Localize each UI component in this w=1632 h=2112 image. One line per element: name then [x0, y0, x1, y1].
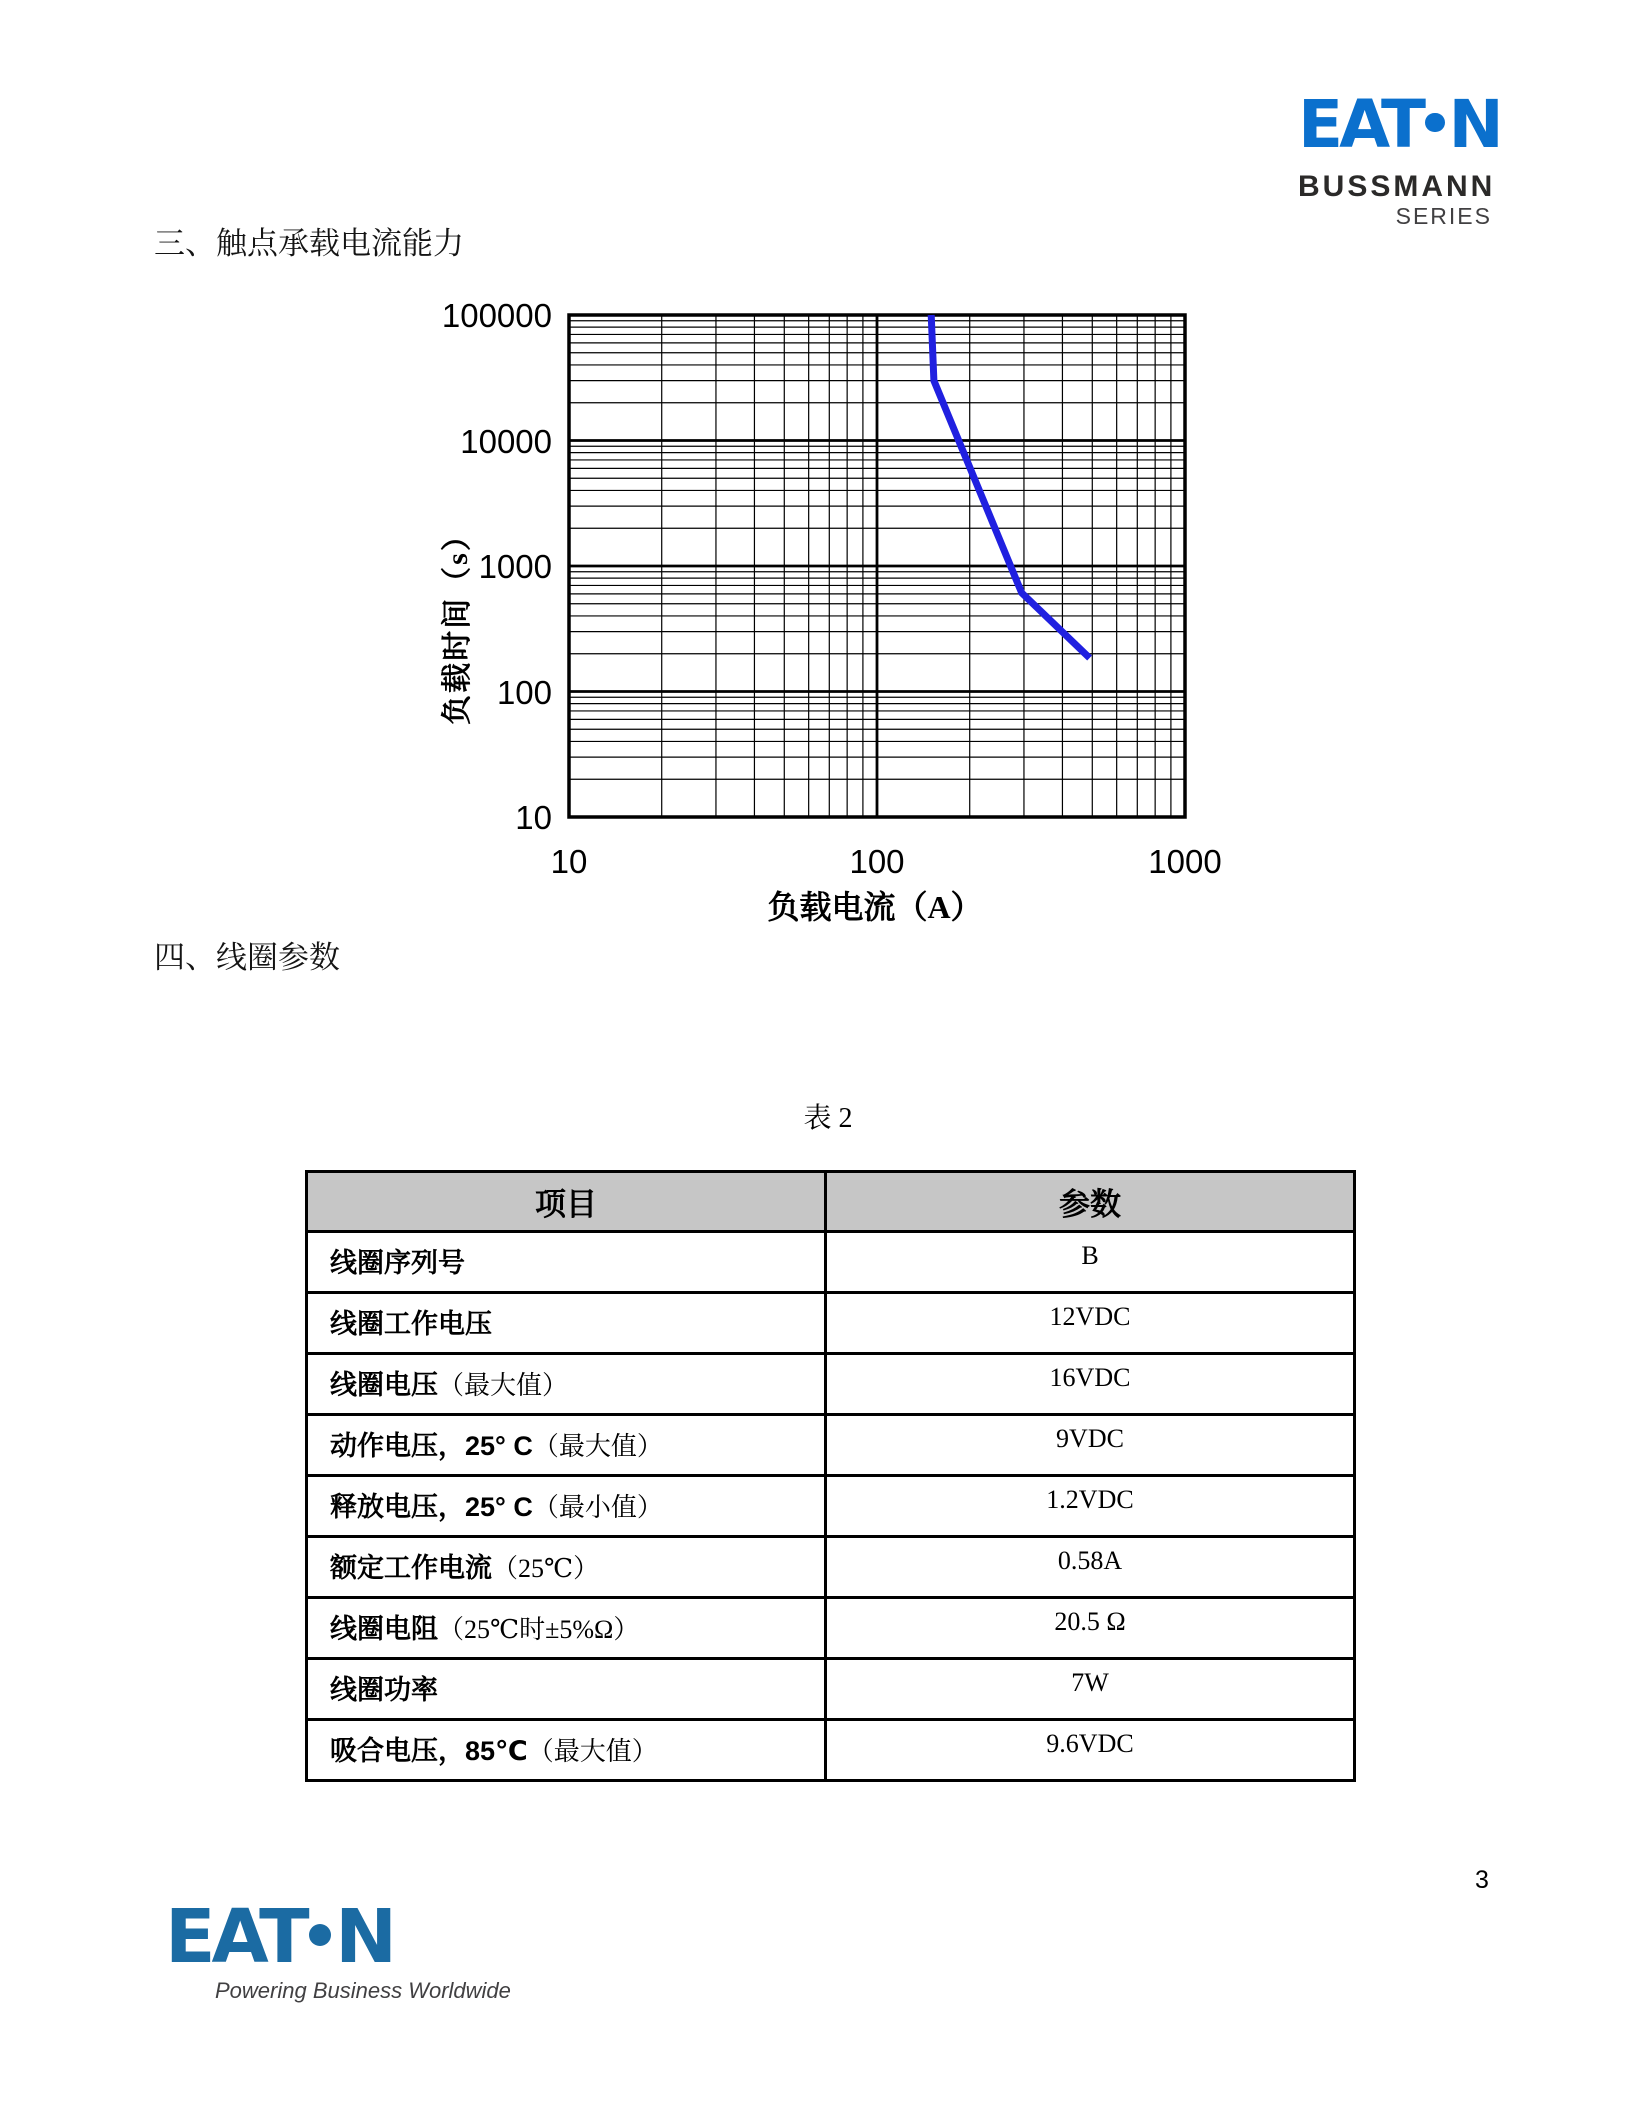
parameter-value-cell: 1.2VDC	[826, 1476, 1355, 1537]
item-label: 线圈序列号	[330, 1248, 465, 1278]
parameter-value-cell: 16VDC	[826, 1354, 1355, 1415]
bussmann-label: BUSSMANN	[1298, 170, 1496, 203]
item-cell	[307, 1293, 826, 1354]
table-row	[307, 1354, 1355, 1415]
coil-parameter-table-grid	[305, 1170, 1356, 1782]
y-axis-tick-label: 100	[496, 673, 552, 711]
y-axis-tick-label: 100000	[441, 297, 552, 334]
item-cell	[307, 1659, 826, 1720]
eaton-footer-logo	[165, 1894, 511, 2003]
parameter-value-cell: B	[826, 1232, 1355, 1293]
item-cell	[307, 1598, 826, 1659]
eaton-logo-text-pre: EAT	[1298, 86, 1423, 163]
eaton-logo-dot-icon	[309, 1924, 331, 1946]
item-cell	[307, 1537, 826, 1598]
item-cell	[307, 1232, 826, 1293]
eaton-logo-text-post: N	[1448, 86, 1500, 163]
x-axis-tick-label: 10	[550, 843, 588, 880]
item-note: （最大值）	[438, 1371, 569, 1400]
item-label: 额定工作电流	[330, 1553, 492, 1583]
item-note: （最小值）	[532, 1493, 663, 1522]
y-axis-tick-label: 1000	[478, 548, 552, 585]
item-note: （25℃时±5%Ω）	[438, 1615, 640, 1644]
eaton-tagline: Powering Business Worldwide	[215, 1978, 511, 2003]
chart-x-axis-label: 负载电流（A）	[767, 889, 983, 925]
x-axis-tick-label: 1000	[1148, 843, 1222, 880]
column-header-item: 项目	[307, 1172, 826, 1232]
item-note: （最大值）	[527, 1737, 658, 1766]
item-label: 动作电压，25° C	[330, 1431, 533, 1461]
parameter-value-cell: 9VDC	[826, 1415, 1355, 1476]
item-label: 线圈电压	[330, 1370, 438, 1400]
page-number: 3	[1475, 1866, 1489, 1894]
item-label: 线圈工作电压	[330, 1309, 492, 1339]
table-row	[307, 1415, 1355, 1476]
item-label: 线圈功率	[330, 1675, 438, 1705]
column-header-parameter: 参数	[826, 1172, 1355, 1232]
table-header-row	[307, 1172, 1355, 1232]
chart-series-curve	[931, 315, 1089, 658]
table-row	[307, 1537, 1355, 1598]
table-row	[307, 1659, 1355, 1720]
coil-parameter-table	[305, 1170, 1356, 1782]
item-label: 线圈电阻	[330, 1614, 438, 1644]
item-note: （最大值）	[532, 1432, 663, 1461]
eaton-logo-text-pre: EAT	[165, 1894, 306, 1980]
item-cell	[307, 1354, 826, 1415]
chart-y-axis-label: 负载时间（s）	[441, 519, 474, 725]
table-row	[307, 1293, 1355, 1354]
section-heading-contact-capacity: 三、触点承载电流能力	[154, 226, 464, 261]
y-axis-tick-label: 10000	[460, 422, 552, 460]
item-cell	[307, 1415, 826, 1476]
eaton-logo	[165, 1894, 511, 1980]
table-row	[307, 1720, 1355, 1781]
item-label: 释放电压，25° C	[330, 1492, 533, 1522]
table-row	[307, 1476, 1355, 1537]
eaton-logo	[1298, 86, 1500, 163]
parameter-value-cell: 20.5 Ω	[826, 1598, 1355, 1659]
item-cell	[307, 1476, 826, 1537]
eaton-logo-dot-icon	[1425, 113, 1445, 133]
series-label: SERIES	[1395, 203, 1492, 229]
parameter-value-cell: 7W	[826, 1659, 1355, 1720]
parameter-value-cell: 9.6VDC	[826, 1720, 1355, 1781]
item-cell	[307, 1720, 826, 1781]
section-heading-coil-parameters: 四、线圈参数	[154, 940, 340, 975]
table-caption: 表 2	[803, 1103, 853, 1134]
table-row	[307, 1598, 1355, 1659]
parameter-value-cell: 12VDC	[826, 1293, 1355, 1354]
eaton-bussmann-logo	[1298, 86, 1500, 229]
table-row	[307, 1232, 1355, 1293]
x-axis-tick-label: 100	[849, 843, 905, 880]
y-axis-tick-label: 10	[515, 799, 552, 836]
parameter-value-cell: 0.58A	[826, 1537, 1355, 1598]
eaton-logo-text-post: N	[335, 1894, 394, 1980]
item-label: 吸合电压，85℃	[330, 1736, 528, 1766]
item-note: （25℃）	[492, 1554, 600, 1583]
